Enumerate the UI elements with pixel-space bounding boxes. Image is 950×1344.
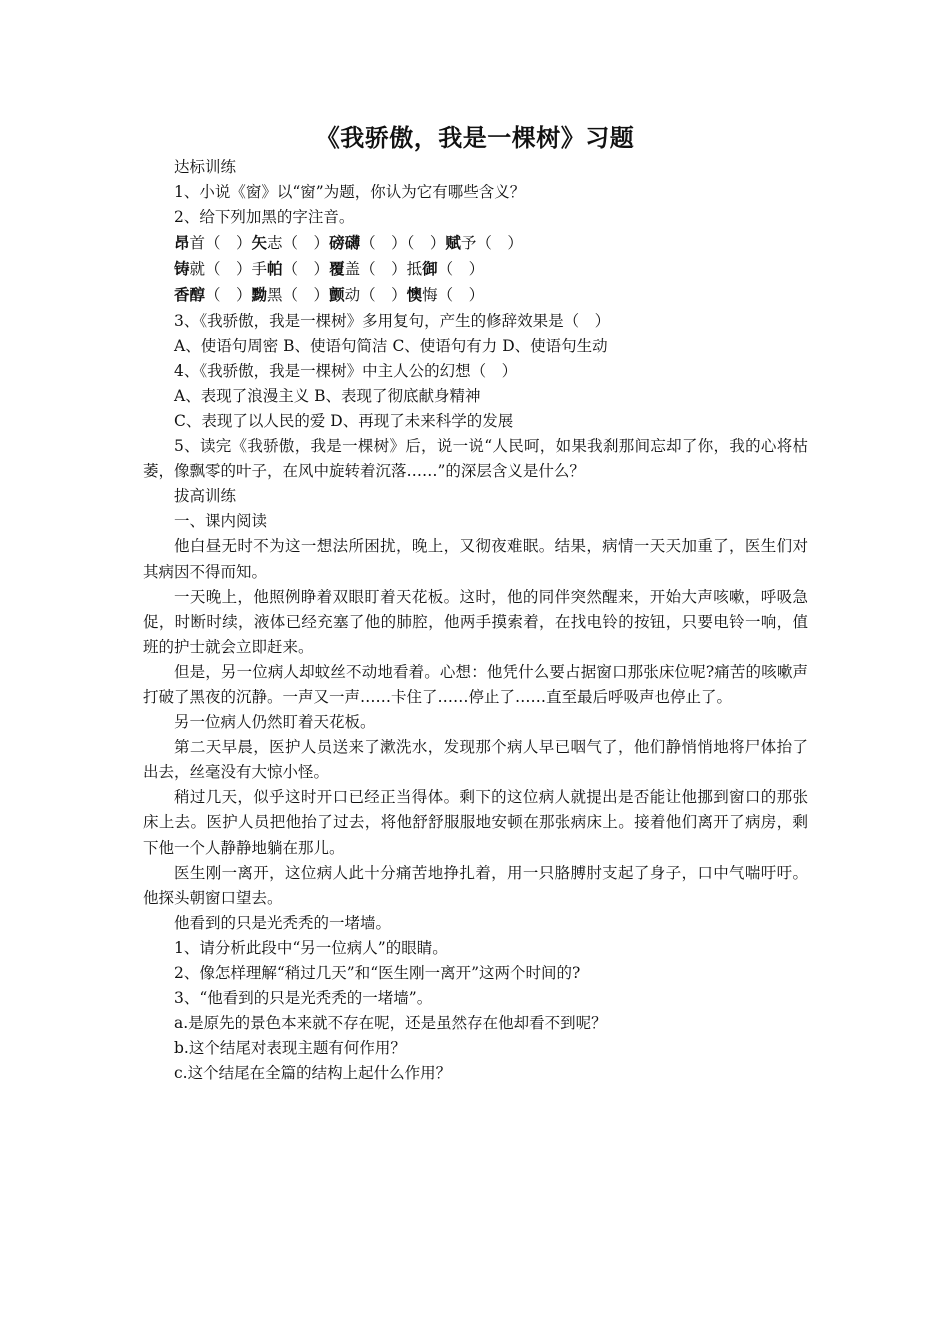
bold-char: 昂 <box>174 233 190 253</box>
bold-char: 帕 <box>267 259 283 279</box>
pinyin-blank: 盖（ ）抵 <box>344 260 423 279</box>
question-1: 1、小说《窗》以“窗”为题，你认为它有哪些含义？ <box>174 183 526 202</box>
bold-char: 矢 <box>251 233 268 253</box>
document-body <box>143 155 808 1086</box>
pinyin-blank: （ ） <box>282 260 330 279</box>
bold-char: 磅礴 <box>329 233 361 253</box>
pinyin-blank: （ ）（ ） <box>360 234 446 253</box>
section-heading-basic: 达标训练 <box>174 158 237 176</box>
reading-subquestion: b.这个结尾对表现主题有何作用？ <box>174 1039 406 1058</box>
reading-paragraph: 但是，另一位病人却蚊丝不动地看着。心想：他凭什么要占据窗口那张床位呢?痛苦的咳嗽声打破了黑夜的沉静。一声又一声……卡住了……停止了……直至最后呼吸声也停止了。 <box>143 662 808 706</box>
question-3: 3、《我骄傲，我是一棵树》多用复句，产生的修辞效果是（ ） <box>174 311 611 330</box>
reading-subquestion: a.是原先的景色本来就不存在呢，还是虽然存在他却看不到呢？ <box>174 1014 607 1033</box>
reading-paragraph: 他白昼无时不为这一想法所困扰，晚上，又彻夜难眠。结果，病情一天天加重了，医生们对其病因不得而知。 <box>143 537 808 581</box>
pinyin-blank: 黑（ ） <box>267 286 330 305</box>
question-5: 5、读完《我骄傲，我是一棵树》后，说一说“人民呵，如果我刹那间忘却了你，我的心将枯萎，像飘零的叶子，在风中旋转着沉落……”的深层含义是什么？ <box>143 437 808 481</box>
question-4-options-1: A、表现了浪漫主义 B、表现了彻底献身精神 <box>174 386 481 405</box>
bold-char: 香醇 <box>174 285 206 305</box>
reading-paragraph: 他看到的只是光秃秃的一堵墙。 <box>174 913 392 932</box>
pinyin-blank: 首（ ） <box>189 234 252 253</box>
reading-question: 2、像怎样理解“稍过几天”和“医生刚一离开”这两个时间的? <box>174 964 581 982</box>
reading-paragraph: 医生刚一离开，这位病人此十分痛苦地挣扎着，用一只胳膊肘支起了身子，口中气喘吁吁。他探头朝窗口望去。 <box>143 863 808 907</box>
pinyin-row-1 <box>143 230 808 256</box>
reading-paragraph: 第二天早晨，医护人员送来了漱洗水，发现那个病人早已咽气了，他们静悄悄地将尸体抬了出去，丝毫没有大惊小怪。 <box>143 738 808 782</box>
bold-char: 颤 <box>329 285 345 305</box>
pinyin-blank: （ ） <box>205 286 252 305</box>
document-title: 《我骄傲，我是一棵树》习题 <box>315 124 635 152</box>
bold-char: 御 <box>422 259 438 279</box>
pinyin-blank: 就（ ）手 <box>189 260 268 279</box>
pinyin-blank: 予（ ） <box>460 234 523 253</box>
question-4: 4、《我骄傲，我是一棵树》中主人公的幻想（ ） <box>174 361 518 380</box>
pinyin-row-3 <box>143 282 808 308</box>
reading-paragraph: 稍过几天，似乎这时开口已经正当得体。剩下的这位病人就提出是否能让他挪到窗口的那张床上去。医护人员把他抬了过去，将他舒舒服服地安顿在那张病床上。接着他们离开了病房，剩下他一个人静静地躺在那儿。 <box>143 788 808 857</box>
pinyin-blank: 动（ ） <box>344 286 407 305</box>
question-2: 2、给下列加黑的字注音。 <box>174 208 355 227</box>
reading-paragraph: 另一位病人仍然盯着天花板。 <box>174 713 376 732</box>
pinyin-blank: 志（ ） <box>267 234 330 253</box>
question-4-options-2: C、表现了以人民的爱 D、再现了未来科学的发展 <box>174 411 514 430</box>
reading-paragraph: 一天晚上，他照例睁着双眼盯着天花板。这时，他的同伴突然醒来，开始大声咳嗽，呼吸急促，时断时续，液体已经充塞了他的肺腔，他两手摸索着，在找电铃的按钮，只要电铃一响，值班的护士就会立即赶来。 <box>143 587 808 656</box>
pinyin-row-2 <box>143 256 808 282</box>
reading-subquestion: c.这个结尾在全篇的结构上起什么作用？ <box>174 1064 452 1083</box>
subsection-heading-reading: 一、课内阅读 <box>174 512 268 531</box>
pinyin-blank: 悔（ ） <box>422 286 485 305</box>
section-heading-advanced: 拔高训练 <box>174 487 237 506</box>
bold-char: 赋 <box>445 233 461 253</box>
bold-char: 铸 <box>174 259 190 279</box>
pinyin-blank: （ ） <box>437 260 485 279</box>
bold-char: 覆 <box>329 259 345 279</box>
reading-question: 1、请分析此段中“另一位病人”的眼睛。 <box>174 938 448 957</box>
reading-question: 3、“他看到的只是光秃秃的一堵墙”。 <box>174 989 433 1008</box>
question-3-options: A、使语句周密 B、使语句简洁 C、使语句有力 D、使语句生动 <box>174 336 608 355</box>
bold-char: 黝 <box>251 285 268 305</box>
bold-char: 懊 <box>406 285 423 305</box>
